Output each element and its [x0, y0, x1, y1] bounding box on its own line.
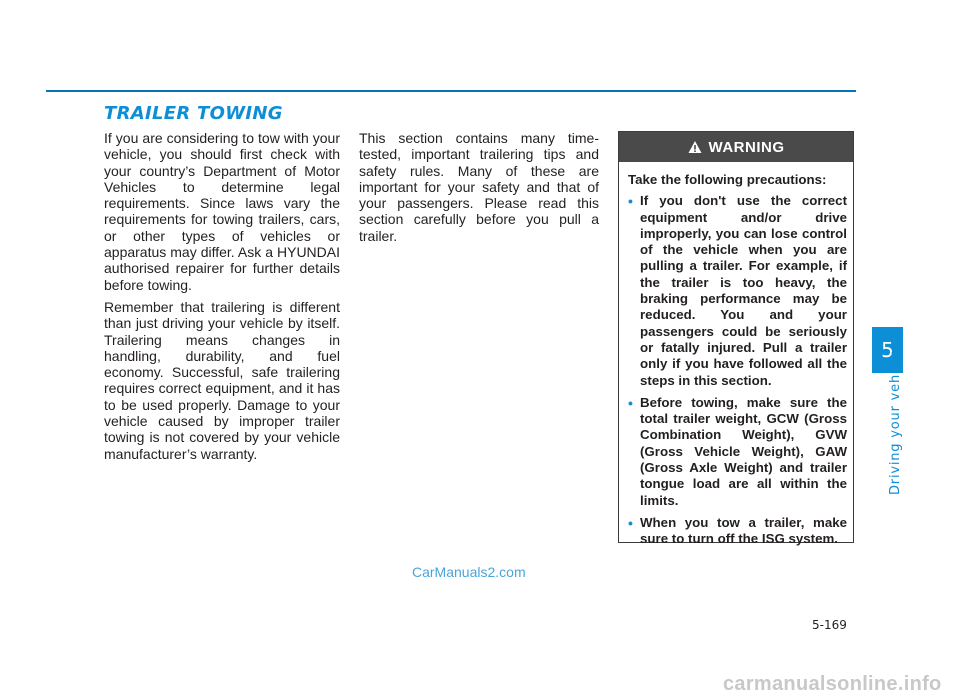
- warning-body: [619, 162, 853, 548]
- warning-intro: Take the following precautions:: [628, 172, 827, 187]
- warning-header: [619, 132, 853, 162]
- warning-item-text: When you tow a trailer, make sure to turn off the ISG system.: [640, 514, 847, 547]
- warning-item-text: Before towing, make sure the total trailer weight, GCW (Gross Combination Weight), GVW (Gross Vehicle Weight), GAW (Gross Axle Weight) and trailer tongue load are all within the limits.: [640, 394, 847, 508]
- paragraph: If you are considering to tow with your vehicle, you should first check with your country’s Department of Motor Vehicles to determine legal requirements. Since laws vary the requirements for towing trailers, cars, or other types of vehicles or apparatus may differ. Ask a HYUNDAI authorised repairer for further details before towing.: [104, 130, 340, 293]
- warning-item-text: If you don't use the correct equipment and/or drive improperly, you can lose control of the vehicle when you are pulling a trailer. For example, if the trailer is too heavy, the braking performance may be reduced. You and your passengers could be seriously or fatally injured. Pull a trailer only if you have followed all the steps in this section.: [640, 193, 847, 388]
- page-number: 5-169: [812, 618, 847, 632]
- warning-item: [628, 515, 847, 548]
- bullet-icon: •: [628, 394, 633, 411]
- watermark-link[interactable]: CarManuals2.com: [412, 564, 526, 580]
- warning-triangle-icon: [688, 140, 702, 154]
- paragraph: This section contains many time-tested, important trailering tips and safety rules. Many of these are important for your safety and that of your passengers. Please read this section carefully before you pull a trailer.: [359, 130, 599, 244]
- header-rule: [46, 90, 856, 92]
- chapter-label: Driving your vehicle: [888, 348, 903, 495]
- footer-watermark: carmanualsonline.info: [723, 673, 942, 695]
- warning-title: WARNING: [708, 138, 785, 156]
- warning-item: [628, 193, 847, 389]
- warning-item: [628, 395, 847, 509]
- chapter-number: 5: [881, 338, 894, 362]
- section-title: TRAILER TOWING: [104, 103, 283, 124]
- body-column-middle: [359, 130, 599, 250]
- body-column-left: [104, 130, 340, 468]
- warning-list: [628, 193, 847, 547]
- warning-box: [618, 131, 854, 547]
- bullet-icon: •: [628, 514, 633, 531]
- paragraph: Remember that trailering is different than just driving your vehicle by itself. Trailering means changes in handling, durability, and fuel economy. Successful, safe trailering requires correct equipment, and it has to be used properly. Damage to your vehicle caused by improper trailer towing is not covered by your vehicle manufacturer’s warranty.: [104, 298, 340, 462]
- bullet-icon: •: [628, 193, 633, 210]
